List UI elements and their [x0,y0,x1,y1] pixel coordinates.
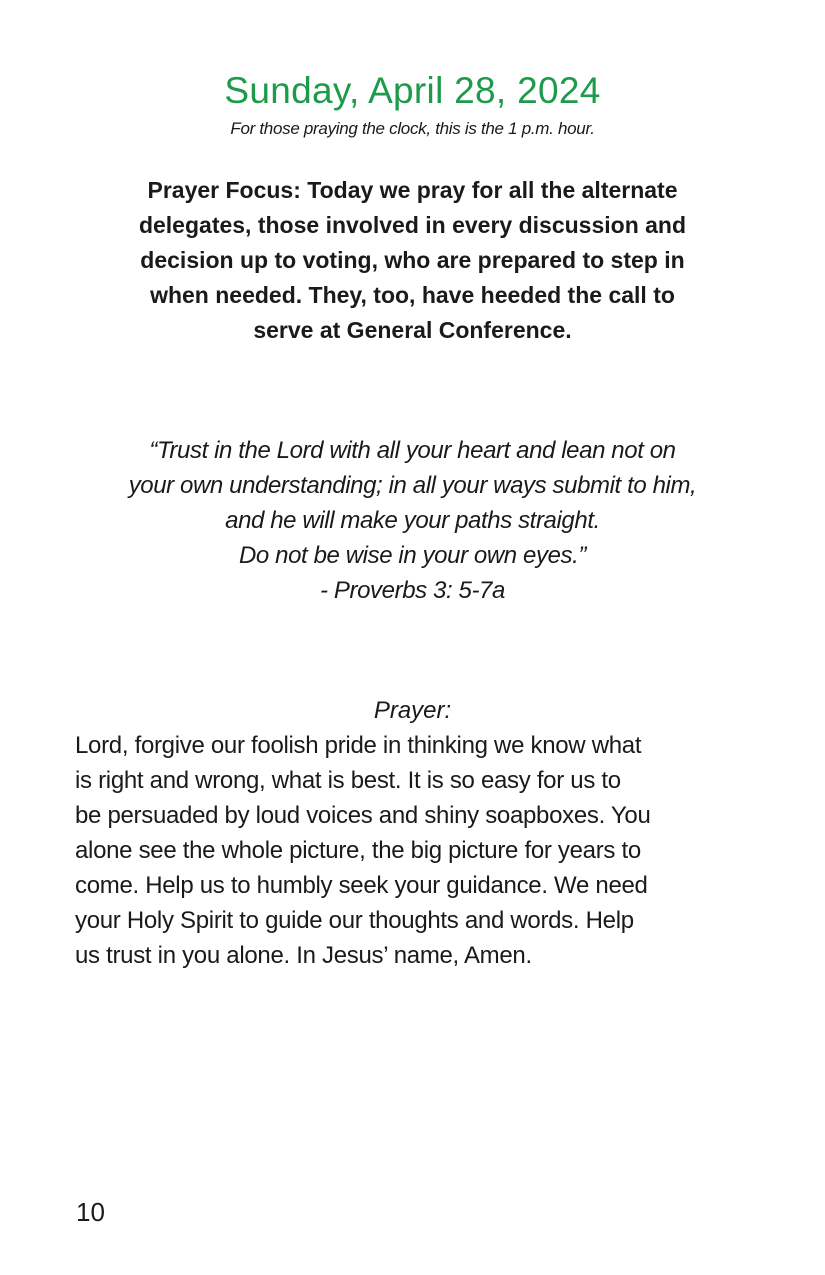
prayer-focus-line: Prayer Focus: Today we pray for all the alternate [147,177,678,203]
prayer-line: alone see the whole picture, the big picture for years to [75,837,641,864]
prayer-line: be persuaded by loud voices and shiny soapboxes. You [75,802,651,829]
prayer-focus-line: decision up to voting, who are prepared to step in [140,247,685,273]
prayer-heading: Prayer: [373,697,452,724]
prayer-line: your Holy Spirit to guide our thoughts and words. Help [75,907,634,934]
scripture-citation: - Proverbs 3: 5-7a [320,577,505,604]
page-number: 10 [76,1197,105,1227]
scripture-line: your own understanding; in all your ways submit to him, [128,472,697,499]
prayer-line: us trust in you alone. In Jesus’ name, Amen. [75,942,532,969]
scripture-quote [60,433,765,608]
prayer-text [75,728,765,973]
scripture-line: and he will make your paths straight. [225,507,600,534]
page-title: Sunday, April 28, 2024 [224,70,601,111]
scripture-line: “Trust in the Lord with all your heart and lean not on [149,437,676,464]
prayer-focus [80,173,745,348]
prayer-line: is right and wrong, what is best. It is so easy for us to [75,767,621,794]
prayer-focus-line: delegates, those involved in every discussion and [138,212,687,238]
prayer-line: come. Help us to humbly seek your guidance. We need [75,872,648,899]
prayer-focus-line: when needed. They, too, have heeded the call to [150,282,675,308]
scripture-line: Do not be wise in your own eyes.” [239,542,586,569]
clock-note: For those praying the clock, this is the 1 p.m. hour. [230,119,595,138]
prayer-focus-line: serve at General Conference. [253,317,572,343]
prayer-line: Lord, forgive our foolish pride in thinking we know what [75,732,642,759]
